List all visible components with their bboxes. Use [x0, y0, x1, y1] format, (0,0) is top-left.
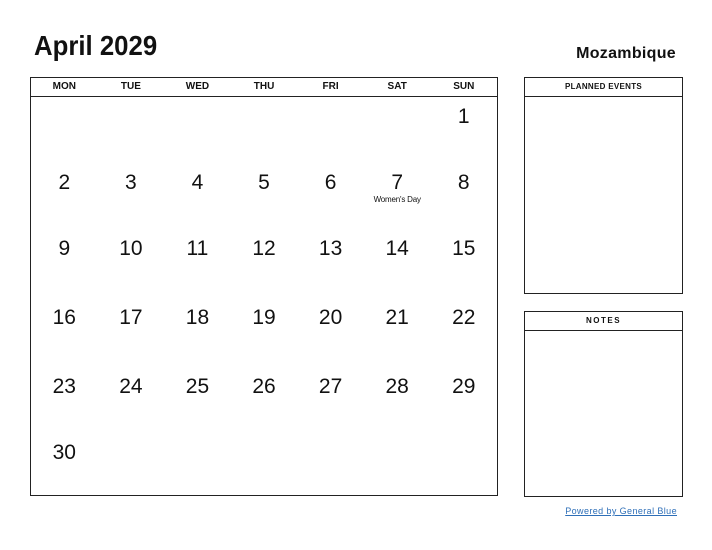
day-number [164, 433, 231, 443]
day-number: 26 [252, 375, 276, 398]
day-cell [164, 163, 231, 229]
day-number: 27 [318, 375, 343, 398]
day-cell [430, 97, 497, 163]
day-number: 9 [58, 237, 71, 260]
day-cell [231, 433, 298, 497]
week-row [31, 433, 497, 497]
week-row [31, 97, 497, 163]
day-number: 23 [52, 375, 76, 398]
day-number: 28 [385, 375, 409, 398]
day-cell [98, 433, 165, 497]
day-cell [430, 433, 497, 497]
day-number: 5 [258, 171, 270, 194]
day-number: 16 [52, 306, 76, 329]
day-cell [31, 298, 98, 367]
day-number: 8 [457, 171, 470, 194]
powered-by-link[interactable]: Powered by General Blue [565, 506, 677, 516]
day-number [98, 97, 165, 107]
calendar-grid [30, 77, 498, 496]
day-number: 30 [52, 441, 76, 464]
day-number: 15 [452, 237, 476, 260]
day-cell [364, 229, 431, 298]
day-cell [31, 163, 98, 229]
day-number [231, 433, 298, 443]
day-cell [297, 97, 364, 163]
day-number: 29 [452, 375, 476, 398]
weekday-header: FRI [322, 81, 339, 92]
day-cell [297, 367, 364, 433]
holiday-label: Women's Day [373, 195, 421, 204]
weekday-header: SUN [453, 81, 475, 92]
day-number [297, 97, 364, 107]
day-cell [164, 367, 231, 433]
day-number: 24 [119, 375, 143, 398]
day-number: 13 [318, 237, 343, 260]
day-number [297, 433, 364, 443]
weekday-header: THU [253, 81, 275, 92]
notes-box [524, 311, 683, 497]
day-cell [430, 163, 497, 229]
day-number: 11 [186, 237, 209, 260]
day-cell [231, 298, 298, 367]
day-number [98, 433, 165, 443]
day-number: 6 [324, 171, 337, 194]
day-number: 18 [185, 306, 210, 329]
day-number [164, 97, 231, 107]
day-cell [98, 229, 165, 298]
day-cell [364, 163, 431, 229]
day-number: 12 [252, 237, 276, 260]
day-number: 10 [119, 237, 143, 260]
day-cell [31, 97, 98, 163]
day-number: 14 [385, 237, 409, 260]
day-cell [98, 97, 165, 163]
notes-header: NOTES [525, 312, 682, 331]
day-cell [430, 229, 497, 298]
day-number: 2 [58, 171, 71, 194]
day-number: 22 [452, 306, 476, 329]
day-cell [364, 97, 431, 163]
day-number [231, 97, 298, 107]
day-cell [231, 367, 298, 433]
day-cell [31, 433, 98, 497]
day-cell [430, 367, 497, 433]
day-cell [231, 163, 298, 229]
day-number: 3 [125, 171, 137, 194]
day-cell [364, 433, 431, 497]
day-cell [98, 298, 165, 367]
week-row [31, 229, 497, 298]
weekday-header: SAT [387, 81, 407, 92]
day-number: 21 [385, 306, 409, 329]
day-cell [164, 97, 231, 163]
day-number: 17 [119, 306, 143, 329]
weekday-header: MON [52, 81, 76, 92]
page-title: April 2029 [34, 30, 158, 61]
week-row [31, 298, 497, 367]
day-number [364, 433, 431, 443]
day-cell [364, 298, 431, 367]
day-cell [231, 229, 298, 298]
weekday-header: TUE [120, 81, 141, 92]
day-cell [31, 367, 98, 433]
day-cell [297, 229, 364, 298]
day-number: 1 [457, 105, 470, 128]
day-number: 4 [191, 171, 204, 194]
day-cell [164, 298, 231, 367]
day-number: 7 [391, 171, 404, 194]
country-label: Mozambique [576, 45, 676, 62]
calendar-weeks [31, 97, 497, 497]
day-number [430, 433, 497, 443]
planned-events-box [524, 77, 683, 294]
weekday-header: WED [185, 81, 210, 92]
day-cell [231, 97, 298, 163]
day-number: 25 [185, 375, 210, 398]
weekday-header-row [31, 78, 497, 97]
day-cell [164, 229, 231, 298]
planned-events-header: PLANNED EVENTS [525, 78, 682, 97]
day-number [364, 97, 431, 107]
day-number: 19 [252, 306, 276, 329]
day-cell [98, 367, 165, 433]
week-row [31, 367, 497, 433]
day-number: 20 [318, 306, 343, 329]
day-cell [297, 433, 364, 497]
day-cell [364, 367, 431, 433]
week-row [31, 163, 497, 229]
day-cell [31, 229, 98, 298]
day-cell [98, 163, 165, 229]
day-cell [164, 433, 231, 497]
day-cell [297, 163, 364, 229]
day-cell [430, 298, 497, 367]
day-cell [297, 298, 364, 367]
day-number [31, 97, 98, 107]
